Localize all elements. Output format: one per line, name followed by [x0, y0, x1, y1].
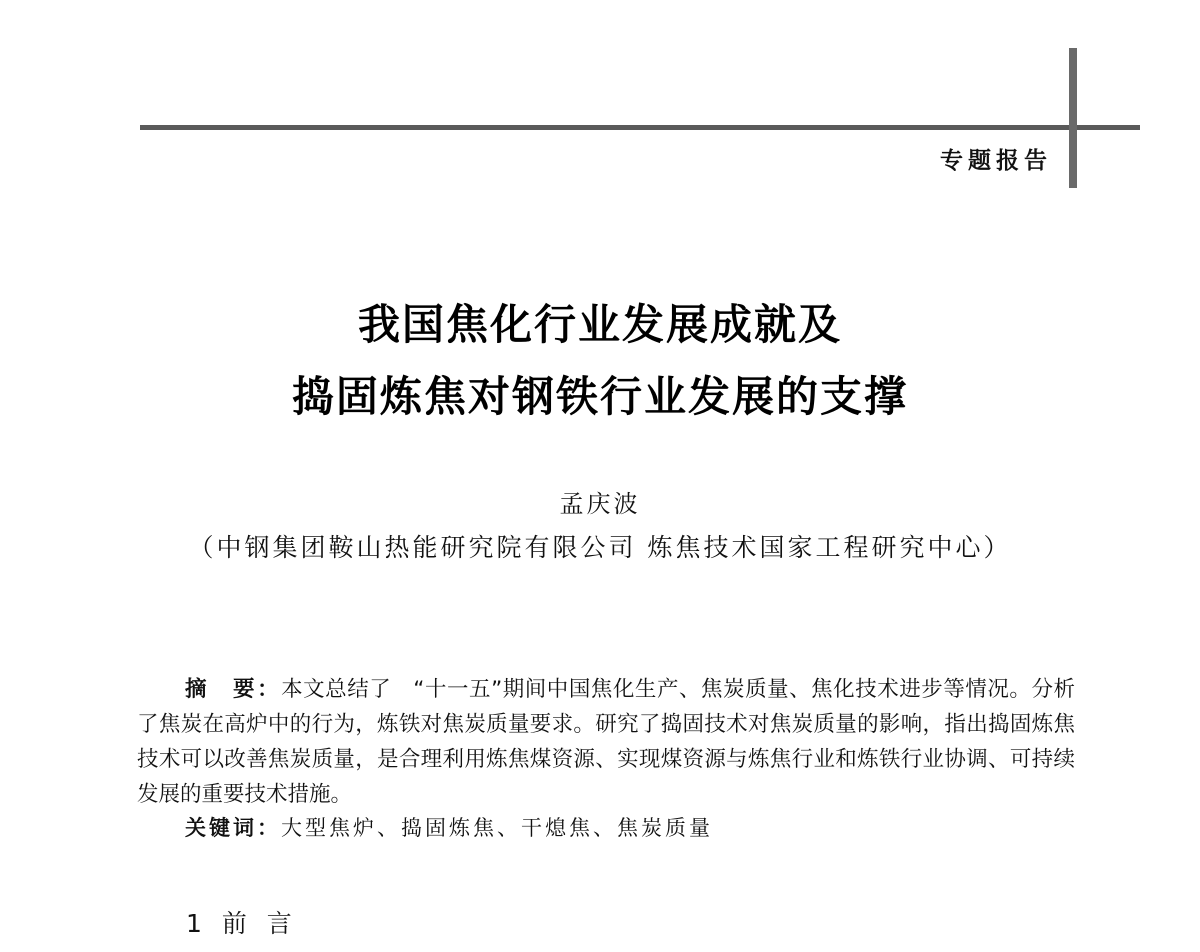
abstract: [137, 672, 1075, 812]
section-heading: [186, 904, 298, 940]
keywords-label: 关键词：: [185, 816, 281, 840]
header-rule-vertical: [1069, 48, 1077, 188]
keywords: [185, 812, 713, 842]
author-affiliation: （中钢集团鞍山热能研究院有限公司 炼焦技术国家工程研究中心）: [188, 533, 1012, 562]
section-number: 1: [186, 909, 208, 938]
section-title: 前 言: [221, 909, 298, 938]
author-name: 孟庆波: [559, 490, 641, 518]
keywords-text: 大型焦炉、捣固炼焦、干熄焦、焦炭质量: [281, 816, 713, 840]
header-rule-horizontal: [140, 125, 1140, 130]
section-label: 专题报告: [940, 148, 1052, 174]
paper-title-line-2: 捣固炼焦对钢铁行业发展的支撑: [291, 372, 908, 421]
abstract-label: 摘 要：: [185, 677, 282, 702]
paper-title-line-1: 我国焦化行业发展成就及: [357, 300, 842, 349]
abstract-paragraph: [137, 672, 1075, 812]
abstract-text: 本文总结了 “十一五”期间中国焦化生产、焦炭质量、焦化技术进步等情况。分析了焦炭在高炉中的行为，炼铁对焦炭质量要求。研究了捣固技术对焦炭质量的影响，指出捣固炼焦技术可以改善焦炭质量，是合理利用炼焦煤资源、实现煤资源与炼焦行业和炼铁行业协调、可持续发展的重要技术措施。: [137, 677, 1075, 807]
